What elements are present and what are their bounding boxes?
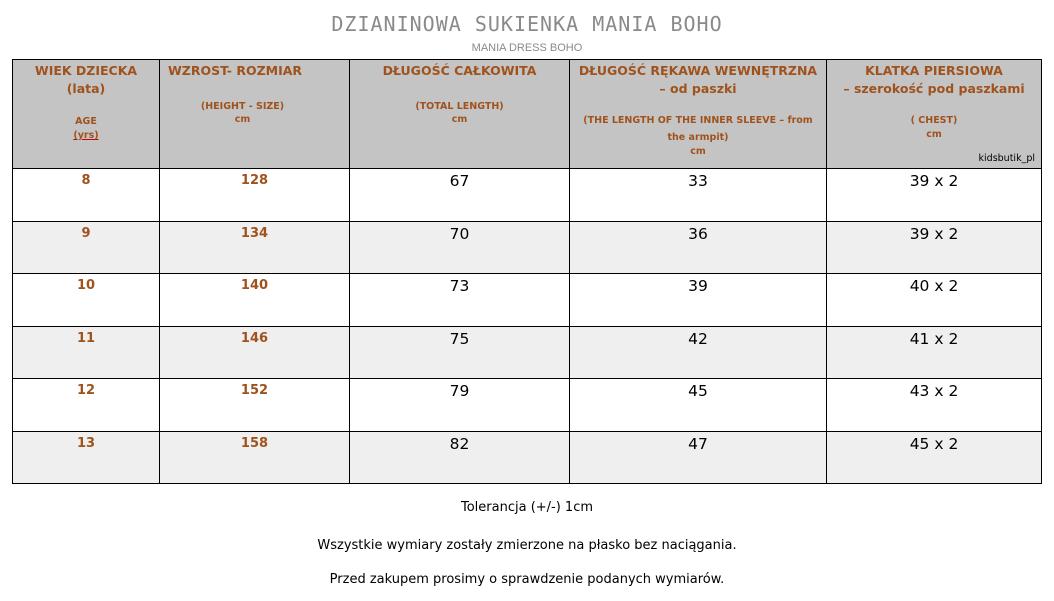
table-row <box>13 379 1042 432</box>
header-chest-title: KLATKA PIERSIOWA <box>865 63 1003 78</box>
header-height-unit: cm <box>234 114 251 125</box>
cell-sleeve: 39 <box>570 274 827 327</box>
cell-total-length: 67 <box>350 169 570 222</box>
header-sleeve <box>570 60 827 169</box>
cell-chest: 45 x 2 <box>827 431 1042 484</box>
cell-total-length: 75 <box>350 326 570 379</box>
cell-chest: 41 x 2 <box>827 326 1042 379</box>
cell-age: 12 <box>13 379 160 432</box>
header-sleeve-unit: cm <box>690 146 706 157</box>
header-chest-subtitle: – szerokość pod paszkami <box>843 81 1025 96</box>
size-table <box>12 59 1042 484</box>
cell-chest: 39 x 2 <box>827 169 1042 222</box>
cell-chest: 39 x 2 <box>827 221 1042 274</box>
cell-sleeve: 33 <box>570 169 827 222</box>
table-row <box>13 326 1042 379</box>
cell-sleeve: 36 <box>570 221 827 274</box>
cell-age: 9 <box>13 221 160 274</box>
table-row <box>13 274 1042 327</box>
cell-sleeve: 42 <box>570 326 827 379</box>
header-total-length-title: DŁUGOŚĆ CAŁKOWITA <box>382 63 537 78</box>
header-chest <box>827 60 1042 169</box>
cell-total-length: 70 <box>350 221 570 274</box>
header-total-length-en: (TOTAL LENGTH) <box>415 101 504 112</box>
table-row <box>13 169 1042 222</box>
header-chest-unit: cm <box>926 129 942 140</box>
cell-height: 158 <box>160 431 350 484</box>
header-height-title: WZROST- ROZMIAR <box>168 63 303 78</box>
cell-total-length: 82 <box>350 431 570 484</box>
header-total-length <box>350 60 570 169</box>
cell-sleeve: 47 <box>570 431 827 484</box>
header-age-en-unit: (yrs) <box>73 130 99 141</box>
cell-total-length: 79 <box>350 379 570 432</box>
cell-height: 134 <box>160 221 350 274</box>
cell-height: 128 <box>160 169 350 222</box>
measurement-note: Wszystkie wymiary zostały zmierzone na płasko bez naciągania. <box>317 538 737 553</box>
header-height-en: (HEIGHT - SIZE) <box>200 101 285 112</box>
cell-height: 140 <box>160 274 350 327</box>
cell-age: 10 <box>13 274 160 327</box>
tolerance-note: Tolerancja (+/-) 1cm <box>460 500 594 515</box>
check-note: Przed zakupem prosimy o sprawdzenie podanych wymiarów. <box>329 572 725 587</box>
header-total-length-unit: cm <box>451 114 468 125</box>
header-sleeve-en-2: the armpit) <box>667 132 729 143</box>
cell-height: 152 <box>160 379 350 432</box>
header-age <box>13 60 160 169</box>
header-sleeve-title: DŁUGOŚĆ RĘKAWA WEWNĘTRZNA <box>578 63 818 78</box>
page-title: DZIANINOWA SUKIENKA MANIA BOHO <box>331 12 723 36</box>
header-chest-en: ( CHEST) <box>910 115 958 126</box>
cell-age: 8 <box>13 169 160 222</box>
header-height <box>160 60 350 169</box>
cell-sleeve: 45 <box>570 379 827 432</box>
header-sleeve-en: (THE LENGTH OF THE INNER SLEEVE – from <box>583 115 813 126</box>
cell-height: 146 <box>160 326 350 379</box>
watermark-text: kidsbutik_pl <box>978 153 1035 164</box>
cell-chest: 40 x 2 <box>827 274 1042 327</box>
cell-age: 11 <box>13 326 160 379</box>
cell-chest: 43 x 2 <box>827 379 1042 432</box>
cell-age: 13 <box>13 431 160 484</box>
cell-total-length: 73 <box>350 274 570 327</box>
table-row <box>13 431 1042 484</box>
header-age-en: AGE <box>75 116 97 127</box>
header-age-unit: (lata) <box>66 81 106 96</box>
header-sleeve-subtitle: – od paszki <box>659 81 737 96</box>
table-row <box>13 221 1042 274</box>
page-subtitle: MANIA DRESS BOHO <box>471 42 583 54</box>
header-age-title: WIEK DZIECKA <box>34 63 138 78</box>
table-header-row <box>13 60 1042 169</box>
